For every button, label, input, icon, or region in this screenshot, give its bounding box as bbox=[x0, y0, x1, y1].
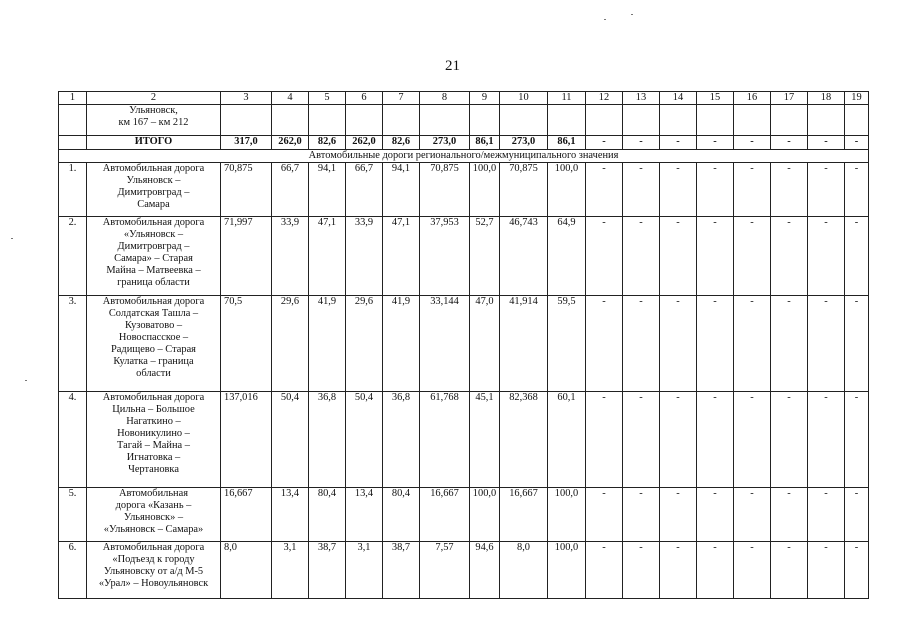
row-number: 6. bbox=[59, 542, 87, 599]
value-cell: 33,9 bbox=[272, 217, 309, 296]
value-cell: 7,57 bbox=[420, 542, 470, 599]
table-body bbox=[59, 92, 869, 599]
value-cell: 36,8 bbox=[383, 392, 420, 488]
header-row bbox=[59, 92, 869, 105]
row-number: 3. bbox=[59, 296, 87, 392]
column-header: 5 bbox=[309, 92, 346, 105]
value-cell: - bbox=[845, 542, 869, 599]
table-cell bbox=[808, 105, 845, 136]
value-cell: - bbox=[734, 163, 771, 217]
value-cell: 50,4 bbox=[272, 392, 309, 488]
value-cell: 50,4 bbox=[346, 392, 383, 488]
value-cell: - bbox=[808, 488, 845, 542]
value-cell: 13,4 bbox=[346, 488, 383, 542]
value-cell: 41,9 bbox=[309, 296, 346, 392]
value-cell: - bbox=[808, 392, 845, 488]
table-cell bbox=[660, 105, 697, 136]
value-cell: - bbox=[808, 217, 845, 296]
total-row bbox=[59, 136, 869, 150]
scan-speck bbox=[11, 238, 13, 239]
column-header: 9 bbox=[470, 92, 500, 105]
value-cell: - bbox=[623, 217, 660, 296]
column-header: 6 bbox=[346, 92, 383, 105]
value-cell: 80,4 bbox=[383, 488, 420, 542]
road-table bbox=[58, 91, 869, 599]
value-cell: - bbox=[808, 163, 845, 217]
value-cell: - bbox=[660, 163, 697, 217]
value-cell: 16,667 bbox=[500, 488, 548, 542]
table-cell bbox=[221, 105, 272, 136]
value-cell: 16,667 bbox=[221, 488, 272, 542]
value-cell: - bbox=[586, 163, 623, 217]
column-header: 16 bbox=[734, 92, 771, 105]
value-cell: - bbox=[586, 217, 623, 296]
value-cell: 66,7 bbox=[346, 163, 383, 217]
value-cell: - bbox=[697, 296, 734, 392]
value-cell: 29,6 bbox=[272, 296, 309, 392]
value-cell: 46,743 bbox=[500, 217, 548, 296]
row-number: 4. bbox=[59, 392, 87, 488]
table-row bbox=[59, 217, 869, 296]
table-row bbox=[59, 296, 869, 392]
scan-speck bbox=[631, 14, 633, 15]
table-cell bbox=[500, 105, 548, 136]
value-cell: 100,0 bbox=[470, 488, 500, 542]
row-number: 1. bbox=[59, 163, 87, 217]
total-value: 86,1 bbox=[470, 136, 500, 150]
column-header: 2 bbox=[87, 92, 221, 105]
value-cell: - bbox=[808, 296, 845, 392]
total-value: 273,0 bbox=[500, 136, 548, 150]
value-cell: - bbox=[623, 296, 660, 392]
table-cell bbox=[59, 136, 87, 150]
value-cell: - bbox=[771, 296, 808, 392]
road-name-cell: Автомобильная дорога «Подъезд к городу Ульяновску от а/д М-5 «Урал» – Новоульяновск bbox=[87, 542, 221, 599]
road-name-cell: Автомобильная дорога «Казань – Ульяновск» – «Ульяновск – Самара» bbox=[87, 488, 221, 542]
column-header: 17 bbox=[771, 92, 808, 105]
total-value: 82,6 bbox=[383, 136, 420, 150]
value-cell: 100,0 bbox=[548, 542, 586, 599]
value-cell: 100,0 bbox=[548, 488, 586, 542]
road-name-cell: Автомобильная дорога «Ульяновск – Димитровград – Самара» – Старая Майна – Матвеевка – граница области bbox=[87, 217, 221, 296]
value-cell: 64,9 bbox=[548, 217, 586, 296]
table-cell bbox=[845, 105, 869, 136]
value-cell: 47,1 bbox=[383, 217, 420, 296]
value-cell: 94,1 bbox=[309, 163, 346, 217]
total-value: - bbox=[771, 136, 808, 150]
column-header: 18 bbox=[808, 92, 845, 105]
value-cell: - bbox=[623, 488, 660, 542]
column-header: 1 bbox=[59, 92, 87, 105]
road-name-cell: Ульяновск, км 167 – км 212 bbox=[87, 105, 221, 136]
value-cell: - bbox=[660, 296, 697, 392]
total-value: - bbox=[734, 136, 771, 150]
value-cell: 137,016 bbox=[221, 392, 272, 488]
value-cell: - bbox=[697, 217, 734, 296]
value-cell: - bbox=[623, 542, 660, 599]
value-cell: 70,875 bbox=[221, 163, 272, 217]
value-cell: 41,9 bbox=[383, 296, 420, 392]
value-cell: - bbox=[808, 542, 845, 599]
value-cell: - bbox=[697, 542, 734, 599]
value-cell: 66,7 bbox=[272, 163, 309, 217]
table-cell bbox=[734, 105, 771, 136]
column-header: 7 bbox=[383, 92, 420, 105]
value-cell: - bbox=[660, 217, 697, 296]
value-cell: 70,875 bbox=[500, 163, 548, 217]
total-value: 273,0 bbox=[420, 136, 470, 150]
value-cell: 33,9 bbox=[346, 217, 383, 296]
total-value: - bbox=[808, 136, 845, 150]
column-header: 11 bbox=[548, 92, 586, 105]
value-cell: 36,8 bbox=[309, 392, 346, 488]
total-value: - bbox=[845, 136, 869, 150]
value-cell: - bbox=[660, 542, 697, 599]
value-cell: 80,4 bbox=[309, 488, 346, 542]
continuation-row bbox=[59, 105, 869, 136]
total-value: 317,0 bbox=[221, 136, 272, 150]
value-cell: - bbox=[845, 392, 869, 488]
value-cell: 71,997 bbox=[221, 217, 272, 296]
value-cell: - bbox=[845, 163, 869, 217]
value-cell: 47,0 bbox=[470, 296, 500, 392]
value-cell: 100,0 bbox=[548, 163, 586, 217]
table-row bbox=[59, 163, 869, 217]
table-row bbox=[59, 392, 869, 488]
value-cell: - bbox=[845, 488, 869, 542]
column-header: 12 bbox=[586, 92, 623, 105]
value-cell: 47,1 bbox=[309, 217, 346, 296]
value-cell: 8,0 bbox=[221, 542, 272, 599]
value-cell: - bbox=[586, 542, 623, 599]
value-cell: 16,667 bbox=[420, 488, 470, 542]
value-cell: 13,4 bbox=[272, 488, 309, 542]
value-cell: - bbox=[697, 163, 734, 217]
value-cell: 70,875 bbox=[420, 163, 470, 217]
value-cell: - bbox=[660, 392, 697, 488]
page-number: 21 bbox=[445, 58, 460, 74]
table-cell bbox=[771, 105, 808, 136]
column-header: 10 bbox=[500, 92, 548, 105]
column-header: 14 bbox=[660, 92, 697, 105]
value-cell: - bbox=[734, 296, 771, 392]
value-cell: 59,5 bbox=[548, 296, 586, 392]
column-header: 8 bbox=[420, 92, 470, 105]
value-cell: 100,0 bbox=[470, 163, 500, 217]
value-cell: 61,768 bbox=[420, 392, 470, 488]
table-cell bbox=[346, 105, 383, 136]
value-cell: 3,1 bbox=[272, 542, 309, 599]
table-cell bbox=[586, 105, 623, 136]
column-header: 3 bbox=[221, 92, 272, 105]
value-cell: - bbox=[623, 163, 660, 217]
total-value: 86,1 bbox=[548, 136, 586, 150]
value-cell: - bbox=[771, 488, 808, 542]
road-name-cell: Автомобильная дорога Солдатская Ташла – Кузоватово – Новоспасское – Радищево – Старая Кулатка – граница области bbox=[87, 296, 221, 392]
section-title: Автомобильные дороги регионального/межмуниципального значения bbox=[59, 150, 869, 163]
value-cell: - bbox=[845, 217, 869, 296]
table-cell bbox=[59, 105, 87, 136]
table-cell bbox=[420, 105, 470, 136]
total-value: - bbox=[623, 136, 660, 150]
total-value: 262,0 bbox=[272, 136, 309, 150]
value-cell: - bbox=[623, 392, 660, 488]
total-value: 82,6 bbox=[309, 136, 346, 150]
table-row bbox=[59, 488, 869, 542]
value-cell: 82,368 bbox=[500, 392, 548, 488]
column-header: 13 bbox=[623, 92, 660, 105]
section-row bbox=[59, 150, 869, 163]
value-cell: - bbox=[771, 392, 808, 488]
value-cell: 33,144 bbox=[420, 296, 470, 392]
value-cell: 29,6 bbox=[346, 296, 383, 392]
value-cell: - bbox=[734, 542, 771, 599]
total-value: 262,0 bbox=[346, 136, 383, 150]
table-row bbox=[59, 542, 869, 599]
table-cell bbox=[697, 105, 734, 136]
value-cell: 3,1 bbox=[346, 542, 383, 599]
column-header: 4 bbox=[272, 92, 309, 105]
table-cell bbox=[383, 105, 420, 136]
value-cell: - bbox=[734, 392, 771, 488]
scan-speck bbox=[25, 380, 27, 381]
value-cell: - bbox=[771, 542, 808, 599]
value-cell: 38,7 bbox=[383, 542, 420, 599]
value-cell: - bbox=[845, 296, 869, 392]
value-cell: 38,7 bbox=[309, 542, 346, 599]
value-cell: 70,5 bbox=[221, 296, 272, 392]
row-number: 5. bbox=[59, 488, 87, 542]
table-cell bbox=[272, 105, 309, 136]
value-cell: - bbox=[697, 392, 734, 488]
value-cell: 60,1 bbox=[548, 392, 586, 488]
value-cell: 45,1 bbox=[470, 392, 500, 488]
value-cell: 94,6 bbox=[470, 542, 500, 599]
value-cell: 52,7 bbox=[470, 217, 500, 296]
column-header: 19 bbox=[845, 92, 869, 105]
value-cell: - bbox=[697, 488, 734, 542]
value-cell: - bbox=[734, 217, 771, 296]
value-cell: 8,0 bbox=[500, 542, 548, 599]
value-cell: 37,953 bbox=[420, 217, 470, 296]
road-name-cell: Автомобильная дорога Ульяновск – Димитровград – Самара bbox=[87, 163, 221, 217]
total-value: - bbox=[697, 136, 734, 150]
total-value: - bbox=[660, 136, 697, 150]
table-cell bbox=[470, 105, 500, 136]
table-cell bbox=[548, 105, 586, 136]
table-cell bbox=[623, 105, 660, 136]
value-cell: - bbox=[660, 488, 697, 542]
row-number: 2. bbox=[59, 217, 87, 296]
value-cell: - bbox=[586, 488, 623, 542]
table-cell bbox=[309, 105, 346, 136]
total-value: - bbox=[586, 136, 623, 150]
value-cell: 94,1 bbox=[383, 163, 420, 217]
value-cell: - bbox=[586, 392, 623, 488]
value-cell: - bbox=[586, 296, 623, 392]
total-label: ИТОГО bbox=[87, 136, 221, 150]
value-cell: 41,914 bbox=[500, 296, 548, 392]
scan-speck bbox=[604, 19, 606, 20]
value-cell: - bbox=[734, 488, 771, 542]
road-name-cell: Автомобильная дорога Цильна – Большое Нагаткино – Новоникулино – Тагай – Майна – Игнатовка – Чертановка bbox=[87, 392, 221, 488]
column-header: 15 bbox=[697, 92, 734, 105]
value-cell: - bbox=[771, 217, 808, 296]
value-cell: - bbox=[771, 163, 808, 217]
